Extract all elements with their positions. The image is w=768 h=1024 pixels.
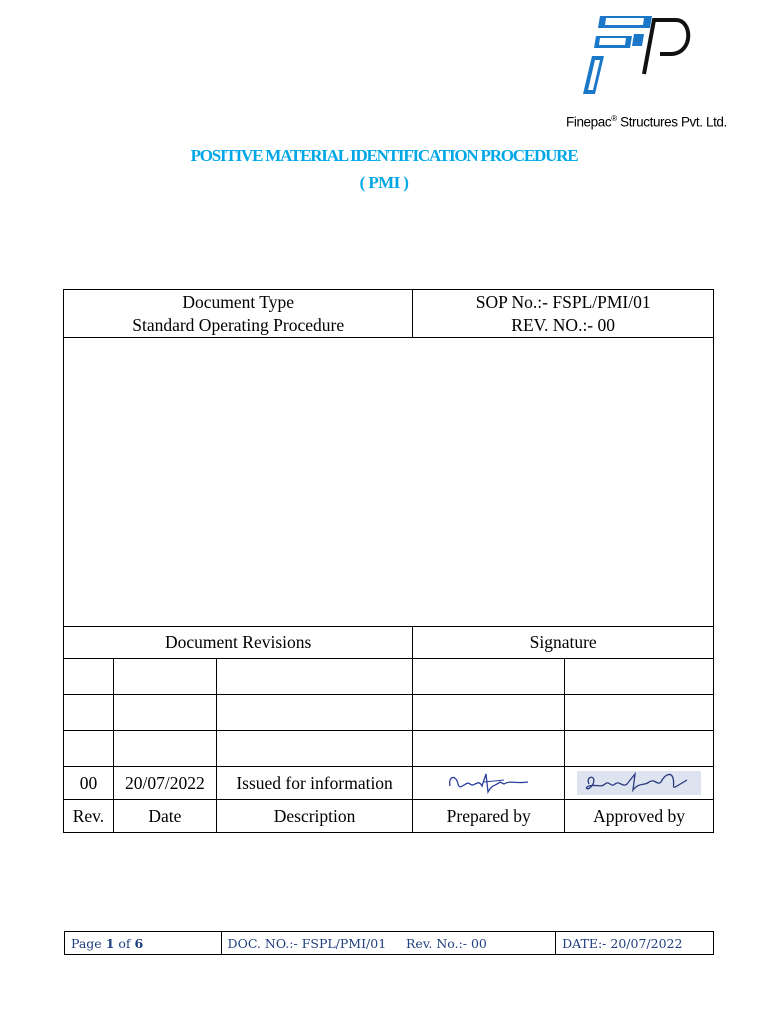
footer-rev-no: Rev. No.:- 00	[406, 935, 487, 951]
document-type-label: Document Type	[182, 291, 295, 312]
prepared-by-signature	[413, 767, 565, 800]
column-label-description: Description	[216, 800, 413, 833]
document-title: POSITIVE MATERIAL IDENTIFICATION PROCEDURE	[190, 146, 578, 165]
date-cell: 20/07/2022	[113, 767, 216, 800]
document-control-table	[63, 289, 714, 833]
revision-row	[64, 767, 714, 800]
column-label-date: Date	[113, 800, 216, 833]
empty-row	[64, 659, 714, 695]
page-footer	[64, 931, 714, 955]
column-label-approved-by: Approved by	[565, 800, 714, 833]
description-cell: Issued for information	[216, 767, 413, 800]
column-label-prepared-by: Prepared by	[413, 800, 565, 833]
signature-heading: Signature	[413, 627, 714, 659]
document-type-value: Standard Operating Procedure	[132, 314, 345, 335]
rev-number: REV. NO.:- 00	[511, 314, 616, 335]
empty-row	[64, 731, 714, 767]
footer-doc-no: DOC. NO.:- FSPL/PMI/01	[227, 935, 387, 951]
empty-row	[64, 695, 714, 731]
approved-by-signature	[565, 767, 714, 800]
document-revisions-heading: Document Revisions	[64, 627, 413, 659]
document-type-cell	[64, 290, 413, 338]
signature-icon	[444, 770, 534, 796]
signature-icon	[575, 768, 703, 798]
fp-logo-icon	[580, 12, 700, 102]
column-label-rev: Rev.	[64, 800, 114, 833]
rev-cell: 00	[64, 767, 114, 800]
blank-area	[64, 338, 714, 627]
column-labels-row	[64, 800, 714, 833]
sop-number: SOP No.:- FSPL/PMI/01	[475, 291, 651, 312]
footer-page-number: Page 1 of 6	[65, 932, 222, 955]
footer-date: DATE:- 20/07/2022	[556, 932, 714, 955]
company-name: Finepac® Structures Pvt. Ltd.	[566, 114, 727, 130]
sop-number-cell	[413, 290, 714, 338]
document-subtitle: ( PMI )	[359, 173, 409, 192]
footer-doc-info	[221, 932, 556, 955]
